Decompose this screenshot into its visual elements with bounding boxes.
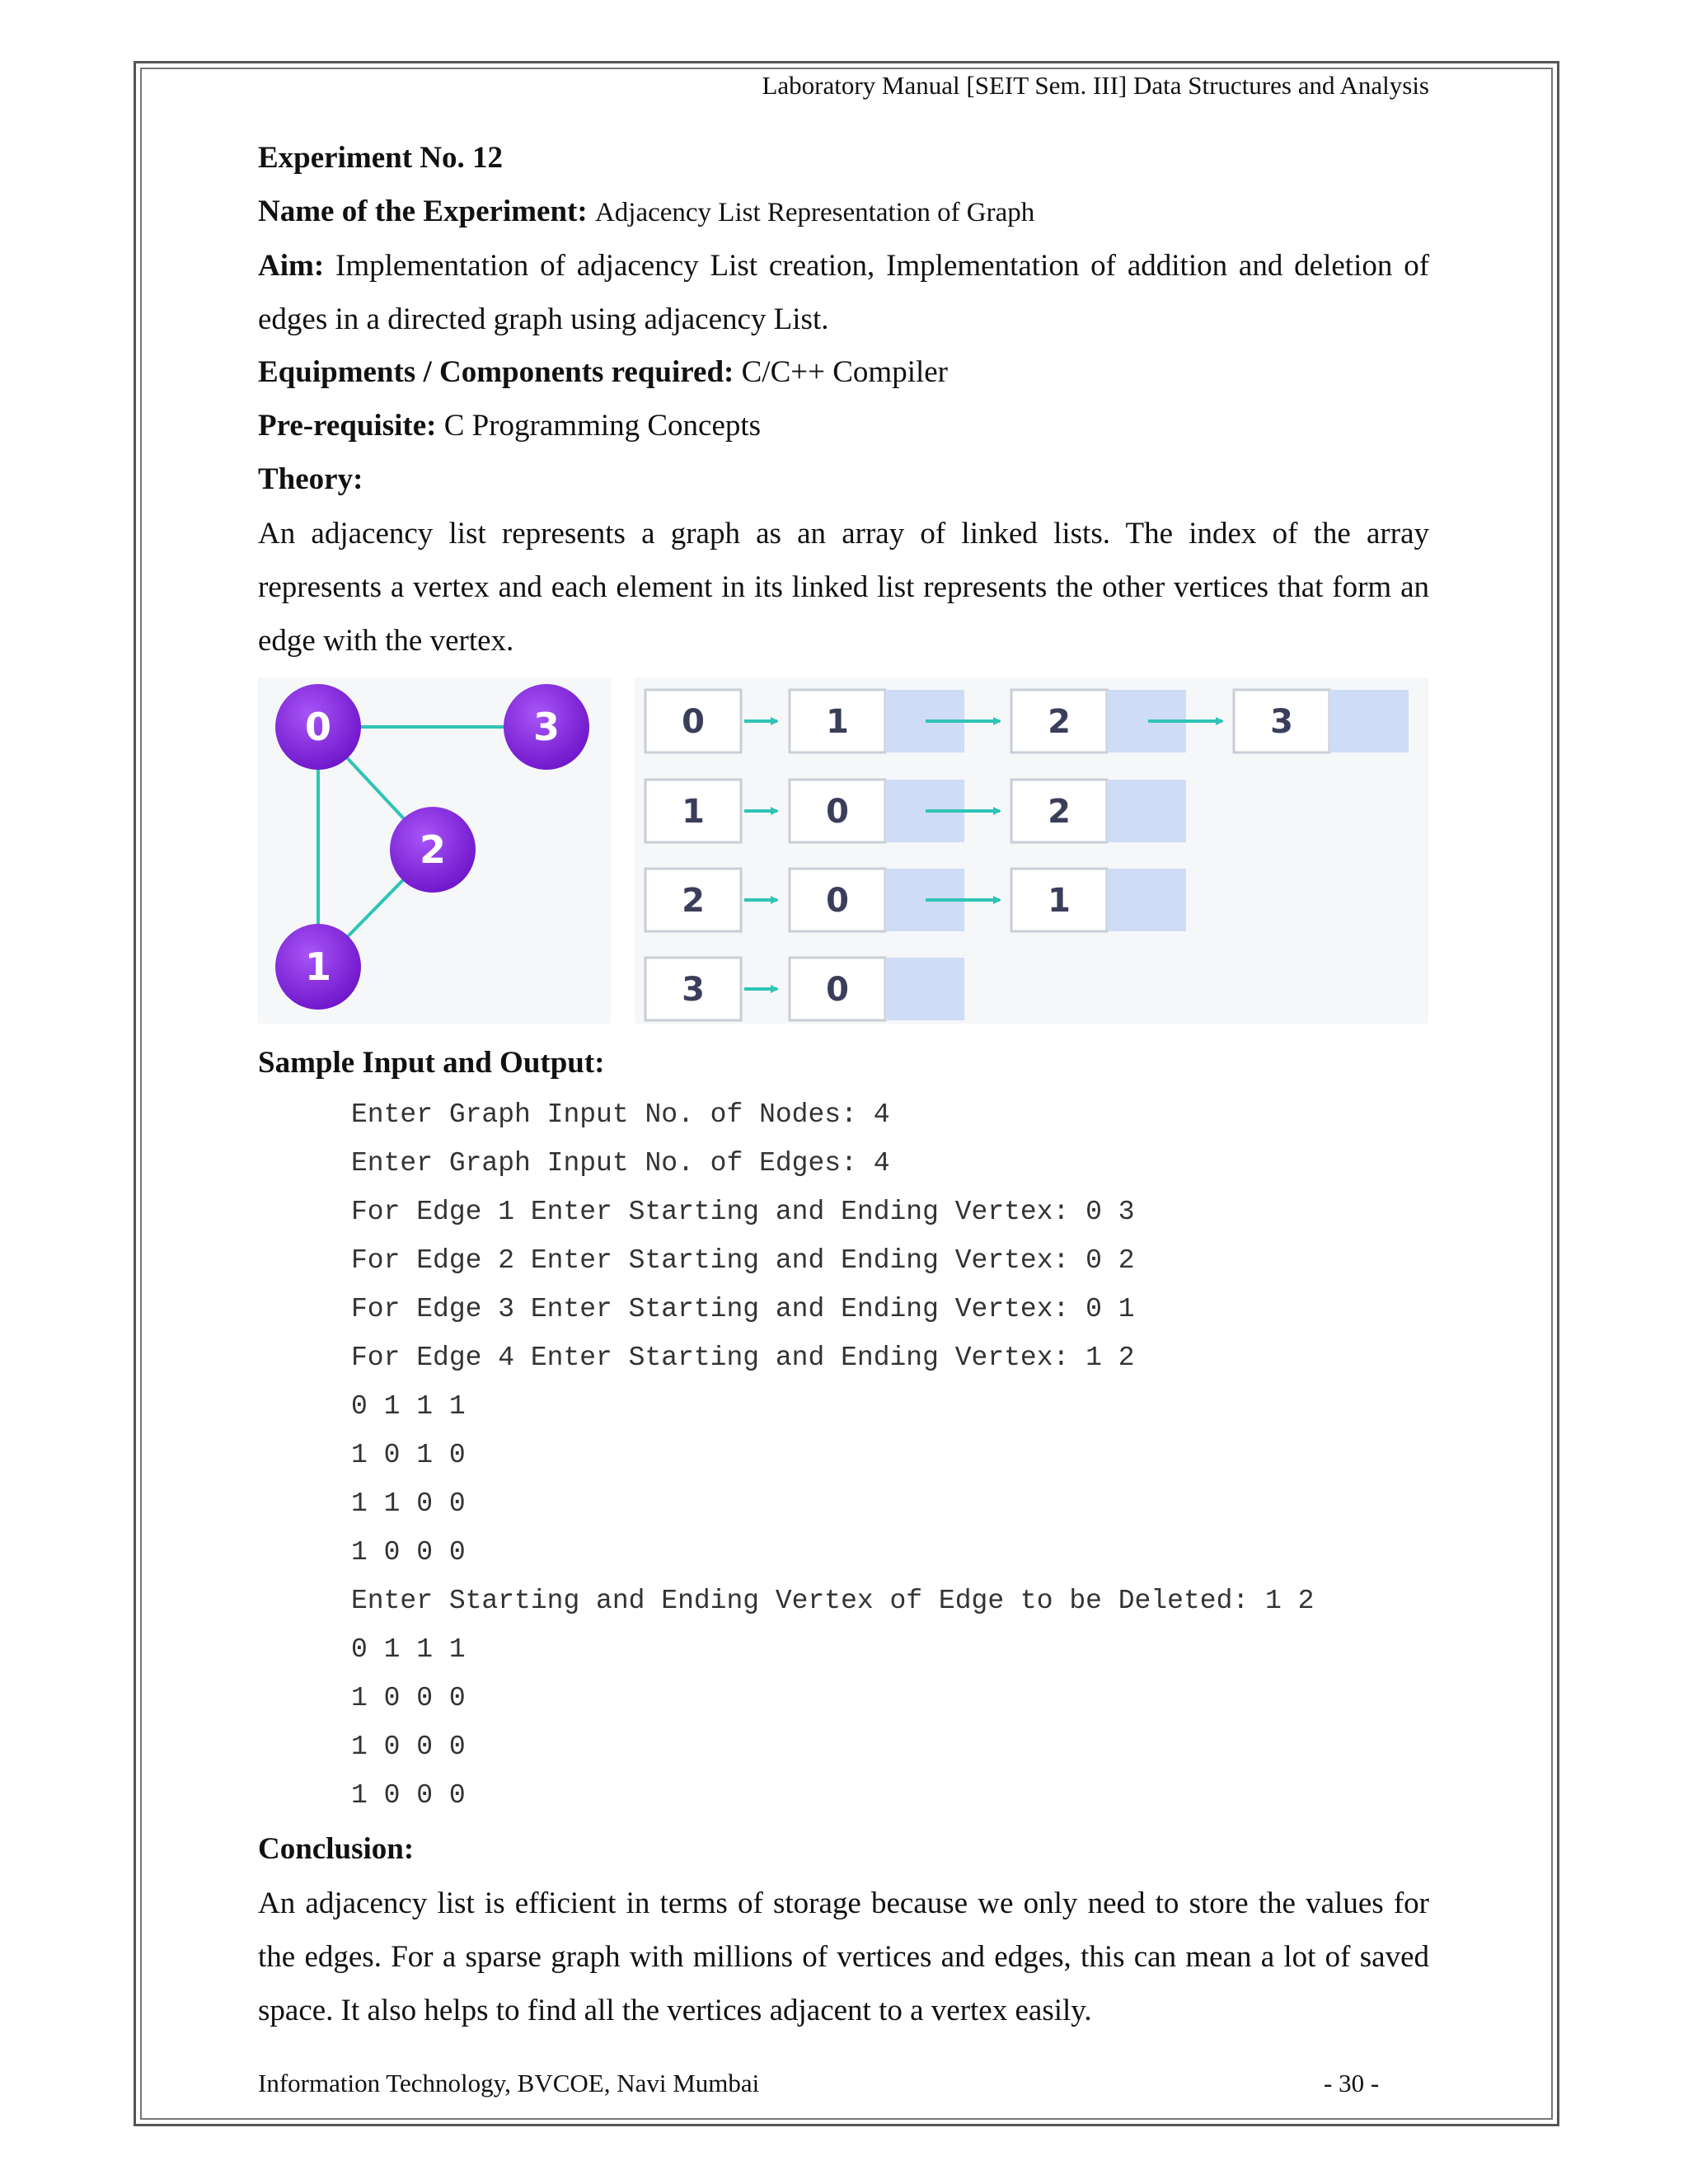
adjacency-list-figure [258, 677, 1428, 1024]
sample-line: 1 0 0 0 [351, 1732, 466, 1762]
graph-node-1 [275, 924, 361, 1010]
list-node-label: 2 [1048, 703, 1071, 741]
sample-line: Enter Starting and Ending Vertex of Edge to be Deleted: 1 2 [351, 1586, 1315, 1616]
adjacency-row-2 [645, 869, 1186, 931]
aim-label: Aim: [258, 249, 325, 283]
graph-node-3 [504, 684, 589, 770]
aim-text: Implementation of adjacency List creation, Implementation of addition and deletion of edges in a directed graph using adjacency List. [258, 249, 1430, 336]
footer-page-number: - 30 - [1324, 2069, 1380, 2097]
experiment-number: Experiment No. 12 [258, 141, 503, 175]
graph-node-2 [390, 807, 476, 893]
prerequisite-label: Pre-requisite: [258, 409, 437, 443]
adjacency-list-panel [635, 677, 1428, 1024]
theory-paragraph: An adjacency list represents a graph as an array of linked lists. The index of the array represents a vertex and each element in its linked list represents the other vertices that form an edge with the vertex. [258, 517, 1429, 658]
conclusion-paragraph: An adjacency list is efficient in terms of storage because we only need to store the values for the edges. For a sparse graph with millions of vertices and edges, this can mean a lot of saved space. It also helps to find all the vertices adjacent to a vertex easily. [258, 1886, 1429, 2027]
sample-line: Enter Graph Input No. of Edges: 4 [351, 1148, 890, 1179]
sample-line: 1 1 0 0 [351, 1488, 466, 1519]
graph-node-label: 0 [304, 705, 332, 749]
equipment-line [258, 354, 948, 390]
sample-line: 1 0 0 0 [351, 1537, 466, 1568]
vertex-cell-label: 2 [682, 882, 705, 920]
vertex-cell-label: 3 [682, 971, 705, 1009]
list-node-label: 0 [826, 971, 849, 1009]
list-node-pointer [1107, 869, 1186, 931]
sample-line: 0 1 1 1 [351, 1634, 466, 1665]
sample-line: Enter Graph Input No. of Nodes: 4 [351, 1099, 890, 1130]
graph-node-label: 2 [419, 827, 447, 872]
adjacency-row-3 [645, 958, 964, 1020]
sample-heading: Sample Input and Output: [258, 1046, 605, 1080]
experiment-name-value: Adjacency List Representation of Graph [594, 198, 1035, 227]
vertex-cell-label: 0 [682, 703, 705, 741]
graph-panel [258, 677, 611, 1024]
running-header: Laboratory Manual [SEIT Sem. III] Data Structures and Analysis [762, 71, 1429, 100]
conclusion-heading: Conclusion: [258, 1832, 415, 1866]
theory-heading: Theory: [258, 462, 363, 496]
list-node-label: 1 [826, 703, 849, 741]
list-node-label: 2 [1048, 793, 1071, 831]
graph-node-label: 3 [532, 705, 560, 749]
list-node-label: 0 [826, 793, 849, 831]
list-node-pointer [1107, 780, 1186, 842]
sample-line: 0 1 1 1 [351, 1391, 466, 1422]
experiment-name-line [258, 194, 1034, 229]
aim-paragraph [258, 239, 1429, 346]
list-node-pointer [1329, 690, 1409, 752]
list-node-label: 3 [1270, 703, 1293, 741]
list-node-label: 1 [1048, 882, 1071, 920]
footer-institution: Information Technology, BVCOE, Navi Mumbai [258, 2069, 760, 2097]
prerequisite-value: C Programming Concepts [443, 409, 762, 443]
list-node-pointer [885, 958, 964, 1020]
sample-line: For Edge 1 Enter Starting and Ending Vertex: 0 3 [351, 1197, 1135, 1227]
equipment-value: C/C++ Compiler [741, 355, 949, 389]
vertex-cell-label: 1 [682, 793, 705, 831]
sample-line: 1 0 1 0 [351, 1440, 466, 1470]
prerequisite-line [258, 408, 761, 443]
sample-line: 1 0 0 0 [351, 1683, 466, 1713]
sample-line: For Edge 4 Enter Starting and Ending Vertex: 1 2 [351, 1343, 1135, 1373]
equipment-label: Equipments / Components required: [258, 355, 734, 389]
sample-line: For Edge 3 Enter Starting and Ending Vertex: 0 1 [351, 1294, 1135, 1324]
graph-node-label: 1 [304, 944, 332, 989]
list-node-label: 0 [826, 882, 849, 920]
experiment-name-label: Name of the Experiment: [258, 194, 588, 228]
sample-line: For Edge 2 Enter Starting and Ending Vertex: 0 2 [351, 1245, 1135, 1276]
adjacency-row-1 [645, 780, 1186, 842]
graph-node-0 [275, 684, 361, 770]
sample-line: 1 0 0 0 [351, 1780, 466, 1811]
